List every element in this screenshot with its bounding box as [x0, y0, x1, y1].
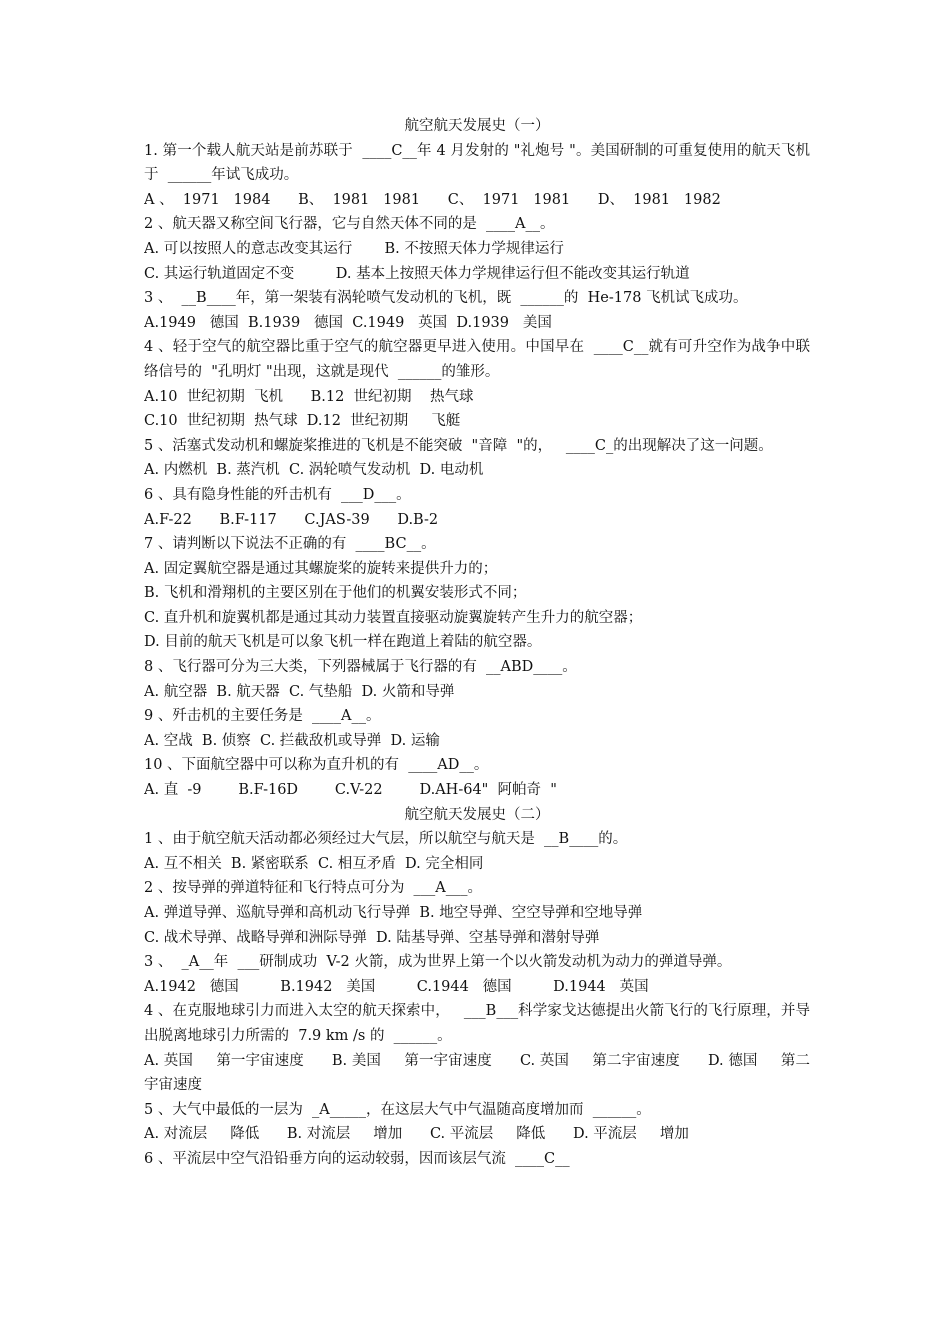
question-10-options: A. 直 -9 B.F-16D C.V-22 D.AH-64" 阿帕奇 " [144, 782, 557, 799]
question-7-option-d: D. 目前的航天飞机是可以象飞机一样在跑道上着陆的航空器。 [144, 634, 542, 651]
question-5-options: A. 内燃机 B. 蒸汽机 C. 涡轮喷气发动机 D. 电动机 [144, 462, 484, 479]
question-2-options-ab: A. 可以按照人的意志改变其运行 B. 不按照天体力学规律运行 [144, 240, 564, 257]
question-2-options-cd: C. 其运行轨道固定不变 D. 基本上按照天体力学规律运行但不能改变其运行轨道 [144, 265, 690, 282]
part2-question-2-options-cd: C. 战术导弹、战略导弹和洲际导弹 D. 陆基导弹、空基导弹和潜射导弹 [144, 929, 600, 946]
question-3-stem: 3 、 __B____年，第一架装有涡轮喷气发动机的飞机，既 ______的 He-178 飞机试飞成功。 [144, 290, 748, 307]
part2-question-4-options: A. 英国 第一宇宙速度 B. 美国 第一宇宙速度 C. 英国 第二宇宙速度 D. 德国 第二宇宙速度 [144, 1052, 810, 1094]
document-page [144, 114, 810, 1172]
question-7-option-a: A. 固定翼航空器是通过其螺旋桨的旋转来提供升力的； [144, 560, 498, 577]
part2-question-3-stem: 3 、 _A__年 ___研制成功 V-2 火箭，成为世界上第一个以火箭发动机为动力的弹道导弹。 [144, 954, 732, 971]
question-1-stem: 1. 第一个载人航天站是前苏联于 ____C__年 4 月发射的 "礼炮号 "。美国研制的可重复使用的航天飞机于 ______年试飞成功。 [144, 142, 810, 184]
section-title-part2: 航空航天发展史（二） [404, 806, 550, 823]
question-3-options: A.1949 德国 B.1939 德国 C.1949 英国 D.1939 美国 [144, 314, 552, 331]
question-7-option-c: C. 直升机和旋翼机都是通过其动力装置直接驱动旋翼旋转产生升力的航空器； [144, 609, 643, 626]
question-7-option-b: B. 飞机和滑翔机的主要区别在于他们的机翼安装形式不同； [144, 585, 527, 602]
section-title-part1: 航空航天发展史（一） [404, 118, 550, 134]
question-4-stem: 4 、轻于空气的航空器比重于空气的航空器更早进入使用。中国早在 ____C__就有可升空作为战争中联络信号的 "孔明灯 "出现，这就是现代 ______的雏形。 [144, 339, 810, 380]
question-8-stem: 8 、飞行器可分为三大类，下列器械属于飞行器的有 __ABD____。 [144, 659, 577, 676]
question-10-stem: 10 、下面航空器中可以称为直升机的有 ____AD__。 [144, 757, 489, 774]
question-6-stem: 6 、具有隐身性能的歼击机有 ___D___。 [144, 486, 411, 503]
question-6-options: A.F-22 B.F-117 C.JAS-39 D.B-2 [144, 511, 439, 528]
question-1-options: A 、 1971 1984 B、 1981 1981 C、 1971 1981 D、 1981 1982 [144, 191, 721, 208]
part2-question-2-options-ab: A. 弹道导弹、巡航导弹和高机动飞行导弹 B. 地空导弹、空空导弹和空地导弹 [144, 905, 643, 921]
question-4-options-ab: A.10 世纪初期 飞机 B.12 世纪初期 热气球 [144, 388, 474, 405]
question-7-stem: 7 、请判断以下说法不正确的有 ____BC__。 [144, 536, 436, 553]
part2-question-2-stem: 2 、按导弹的弹道特征和飞行特点可分为 ___A___。 [144, 880, 483, 897]
question-9-stem: 9 、歼击机的主要任务是 ____A__。 [144, 708, 381, 725]
question-8-options: A. 航空器 B. 航天器 C. 气垫船 D. 火箭和导弹 [144, 683, 455, 700]
question-5-stem: 5 、活塞式发动机和螺旋桨推进的飞机是不能突破 "音障 "的， ____C_的出现解决了这一问题。 [144, 437, 773, 454]
part2-question-5-options: A. 对流层 降低 B. 对流层 增加 C. 平流层 降低 D. 平流层 增加 [144, 1126, 689, 1143]
part2-question-4-stem: 4 、在克服地球引力而进入太空的航天探索中， ___B___科学家戈达德提出火箭飞行的飞行原理，并导出脱离地球引力所需的 7.9 km /s 的 ______。 [144, 1003, 810, 1044]
part2-question-5-stem: 5 、大气中最低的一层为 _A_____，在这层大气中气温随高度增加而 ______。 [144, 1101, 651, 1118]
part2-question-6-stem: 6 、平流层中空气沿铅垂方向的运动较弱，因而该层气流 ____C__ [144, 1150, 570, 1167]
question-2-stem: 2 、航天器又称空间飞行器，它与自然天体不同的是 ____A__。 [144, 216, 555, 233]
question-9-options: A. 空战 B. 侦察 C. 拦截敌机或导弹 D. 运输 [144, 732, 440, 749]
part2-question-1-options: A. 互不相关 B. 紧密联系 C. 相互矛盾 D. 完全相同 [144, 855, 484, 872]
part2-question-3-options: A.1942 德国 B.1942 美国 C.1944 德国 D.1944 英国 [144, 978, 649, 995]
part2-question-1-stem: 1 、由于航空航天活动都必须经过大气层，所以航空与航天是 __B____的。 [144, 831, 628, 848]
question-4-options-cd: C.10 世纪初期 热气球 D.12 世纪初期 飞艇 [144, 413, 461, 430]
